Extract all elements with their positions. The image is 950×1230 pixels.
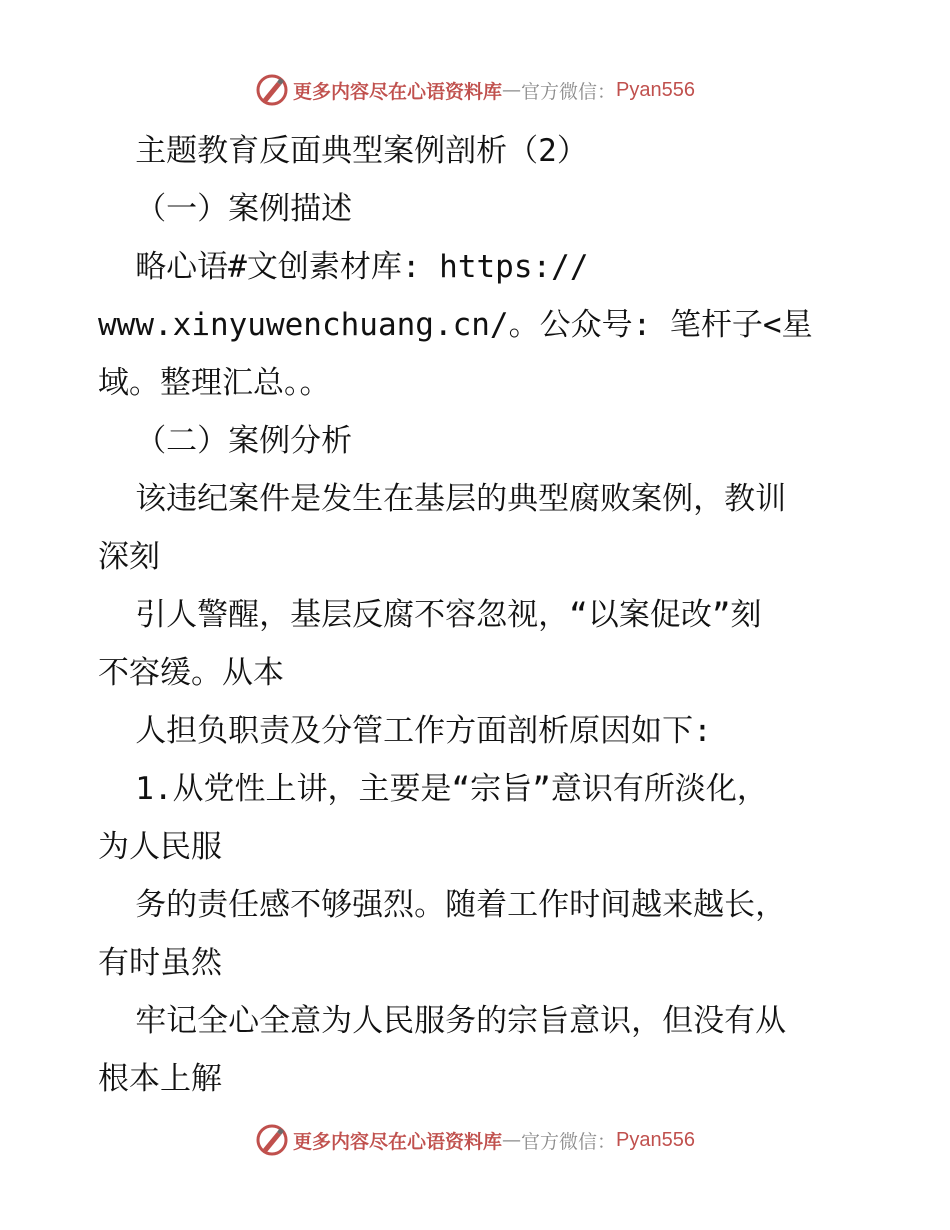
paragraph: 深刻 xyxy=(98,539,160,575)
paragraph: 为人民服 xyxy=(98,829,222,865)
paragraph: 人担负职责及分管工作方面剖析原因如下: xyxy=(135,713,712,749)
paragraph: 主题教育反面典型案例剖析（2） xyxy=(135,133,588,169)
paragraph: 根本上解 xyxy=(98,1061,222,1097)
paragraph: 域。整理汇总。。 xyxy=(98,365,331,401)
pen-circle-logo-icon xyxy=(255,1123,289,1157)
paragraph: （二）案例分析 xyxy=(135,423,353,459)
footer-banner-wechat-id: Pyan556 xyxy=(616,1128,695,1151)
paragraph: 该违纪案件是发生在基层的典型腐败案例，教训 xyxy=(135,481,787,517)
paragraph: 有时虽然 xyxy=(98,945,222,981)
header-banner-brand: 更多内容尽在心语资料库 xyxy=(293,80,503,103)
paragraph: 务的责任感不够强烈。随着工作时间越来越长， xyxy=(135,887,787,923)
paragraph: 引人警醒，基层反腐不容忽视，“以案促改”刻 xyxy=(135,597,762,633)
header-banner-label: 官方微信： xyxy=(521,80,617,103)
header-banner-dash: — xyxy=(502,79,522,101)
paragraph: 牢记全心全意为人民服务的宗旨意识，但没有从 xyxy=(135,1003,787,1039)
footer-banner xyxy=(0,1120,950,1160)
header-banner xyxy=(0,70,950,110)
footer-banner-label: 官方微信： xyxy=(521,1130,617,1153)
paragraph: （一）案例描述 xyxy=(135,191,353,227)
paragraph: 略心语#文创素材库: https:// xyxy=(135,249,589,285)
paragraph: 不容缓。从本 xyxy=(98,655,284,691)
footer-banner-brand: 更多内容尽在心语资料库 xyxy=(293,1130,503,1153)
document-body xyxy=(98,122,858,1108)
footer-banner-dash: — xyxy=(502,1129,522,1151)
header-banner-wechat-id: Pyan556 xyxy=(616,78,695,101)
paragraph: www.xinyuwenchuang.cn/。公众号: 笔杆子<星 xyxy=(98,307,813,343)
paragraph: 1.从党性上讲，主要是“宗旨”意识有所淡化， xyxy=(135,771,768,807)
pen-circle-logo-icon xyxy=(255,73,289,107)
